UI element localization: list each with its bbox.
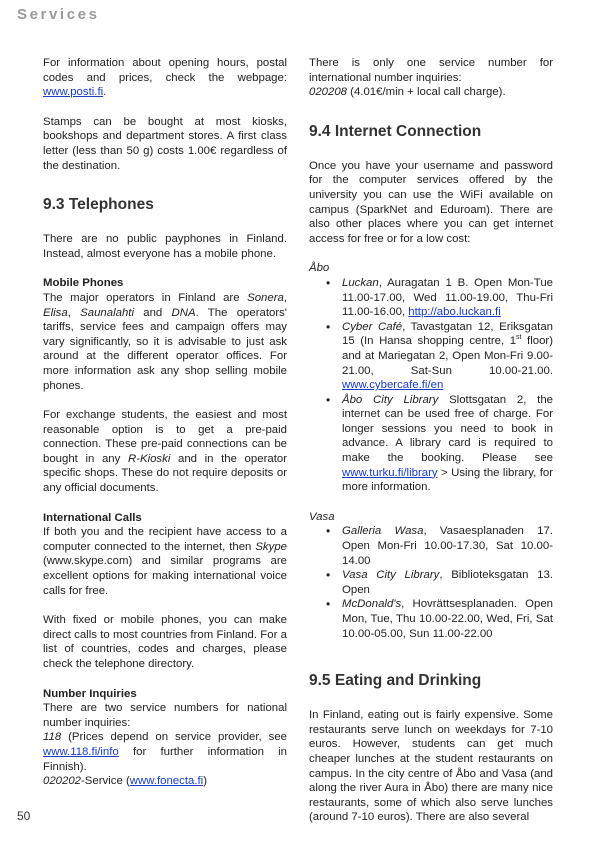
heading-eating-drinking: 9.5 Eating and Drinking (309, 672, 482, 690)
left-column (43, 56, 287, 789)
heading-telephones: 9.3 Telephones (43, 196, 154, 214)
fonecta-link[interactable]: www.fonecta.fi (129, 775, 204, 788)
heading-international-calls: International Calls (43, 511, 142, 524)
paragraph-posti: For information about opening hours, postal codes and prices, check the webpage: www.posti.fi. (43, 57, 287, 99)
paragraph-service-numbers: There are two service numbers for national number inquiries: (43, 702, 287, 729)
abo-list (309, 276, 553, 495)
turku-library-link[interactable]: www.turku.fi/library (342, 466, 438, 479)
paragraph-eating-out: In Finland, eating out is fairly expensive. Some restaurants serve lunch on weekdays for 7-10 euros. However, students can get much cheaper lunches at the student restaurants on campus. In the city centre of Åbo and Vasa (and along the river Aura in Åbo) there are many nice restaurants, some of which also serve lunches (around 7-10 euros). There are also several (309, 709, 553, 824)
vasa-list (309, 524, 553, 641)
paragraph-payphones: There are no public payphones in Finland. Instead, almost everyone has a mobile phone. (43, 233, 287, 260)
list-item-vasa-city-library: • Vasa City Library, Biblioteksgatan 13. Open (309, 568, 553, 597)
city-vasa: Vasa (309, 510, 335, 523)
page-number: 50 (17, 809, 31, 823)
paragraph-118: 118 (Prices depend on service provider, see www.118.fi/info for further information in Finnish). (43, 731, 287, 773)
list-item-galleria-wasa: • Galleria Wasa, Vasaesplanaden 17. Open Mon-Fri 10.00-17.30, Sat 10.00-14.00 (309, 524, 553, 568)
paragraph-020208: 020208 (4.01€/min + local call charge). (309, 86, 506, 99)
list-item-mcdonalds: • McDonald's, Hovrättsesplanaden. Open Mon, Tue, Thu 10.00-22.00, Wed, Fri, Sat 10.00-05.00, Sun 11.00-22.00 (309, 597, 553, 641)
paragraph-direct-calls: With fixed or mobile phones, you can make direct calls to most countries from Finland. For a list of countries, codes and charges, please check the telephone directory. (43, 614, 287, 670)
right-column (309, 56, 553, 825)
118-link[interactable]: www.118.fi/info (43, 745, 119, 758)
heading-number-inquiries: Number Inquiries (43, 687, 137, 700)
heading-mobile-phones: Mobile Phones (43, 277, 124, 290)
paragraph-020202: 020202-Service (www.fonecta.fi) (43, 775, 207, 788)
paragraph-wifi: Once you have your username and password for the computer services offered by the university you can use the WiFi available on campus (SparkNet and Eduroam). There are also other places where you can get internet access for free or for a low cost: (309, 159, 553, 245)
cybercafe-link[interactable]: www.cybercafe.fi/en (342, 379, 444, 392)
city-abo: Åbo (309, 262, 330, 275)
paragraph-skype: If both you and the recipient have access to a computer connected to the internet, then Skype (www.skype.com) and similar programs are excellent options for making international voice calls for free. (43, 526, 287, 597)
luckan-link[interactable]: http://abo.luckan.fi (408, 306, 501, 319)
posti-link[interactable]: www.posti.fi (43, 86, 104, 99)
paragraph-operators: The major operators in Finland are Sonera, Elisa, Saunalahti and DNA. The operators' tariffs, service fees and campaign offers may vary significantly, so it is advisable to just ask around at the different operator offices. For more information ask any shop selling mobile phones. (43, 291, 287, 392)
list-item-luckan: • Luckan, Auragatan 1 B. Open Mon-Tue 11.00-17.00, Wed 11.00-19.00, Thu-Fri 11.00-16.00, http://abo.luckan.fi (309, 276, 553, 320)
list-item-abo-city-library: • Åbo City Library Slottsgatan 2, the internet can be used free of charge. For longer sessions you need to book in advance. A library card is required to make the booking. Please see www.turku.fi/library > Using the library, for more information. (309, 393, 553, 495)
running-head: Services (17, 6, 100, 23)
paragraph-stamps: Stamps can be bought at most kiosks, bookshops and department stores. A first class letter (less than 50 g) costs 1.00€ regardless of the destination. (43, 115, 287, 172)
paragraph-prepaid: For exchange students, the easiest and most reasonable option is to get a pre-paid connection. These pre-paid connections can be bought in any R-Kioski and in the operator specific shops. These do not require deposits or any official documents. (43, 409, 287, 495)
list-item-cyber-cafe: • Cyber Café, Tavastgatan 12, Eriksgatan 15 (In Hansa shopping centre, 1st floor) and at Mariegatan 2, Open Mon-Fri 9.00-21.00, Sat-Sun 10.00-21.00. www.cybercafe.fi/en (309, 320, 553, 393)
paragraph-international-inquiries: There is only one service number for international number inquiries: (309, 57, 553, 84)
heading-internet-connection: 9.4 Internet Connection (309, 122, 482, 140)
